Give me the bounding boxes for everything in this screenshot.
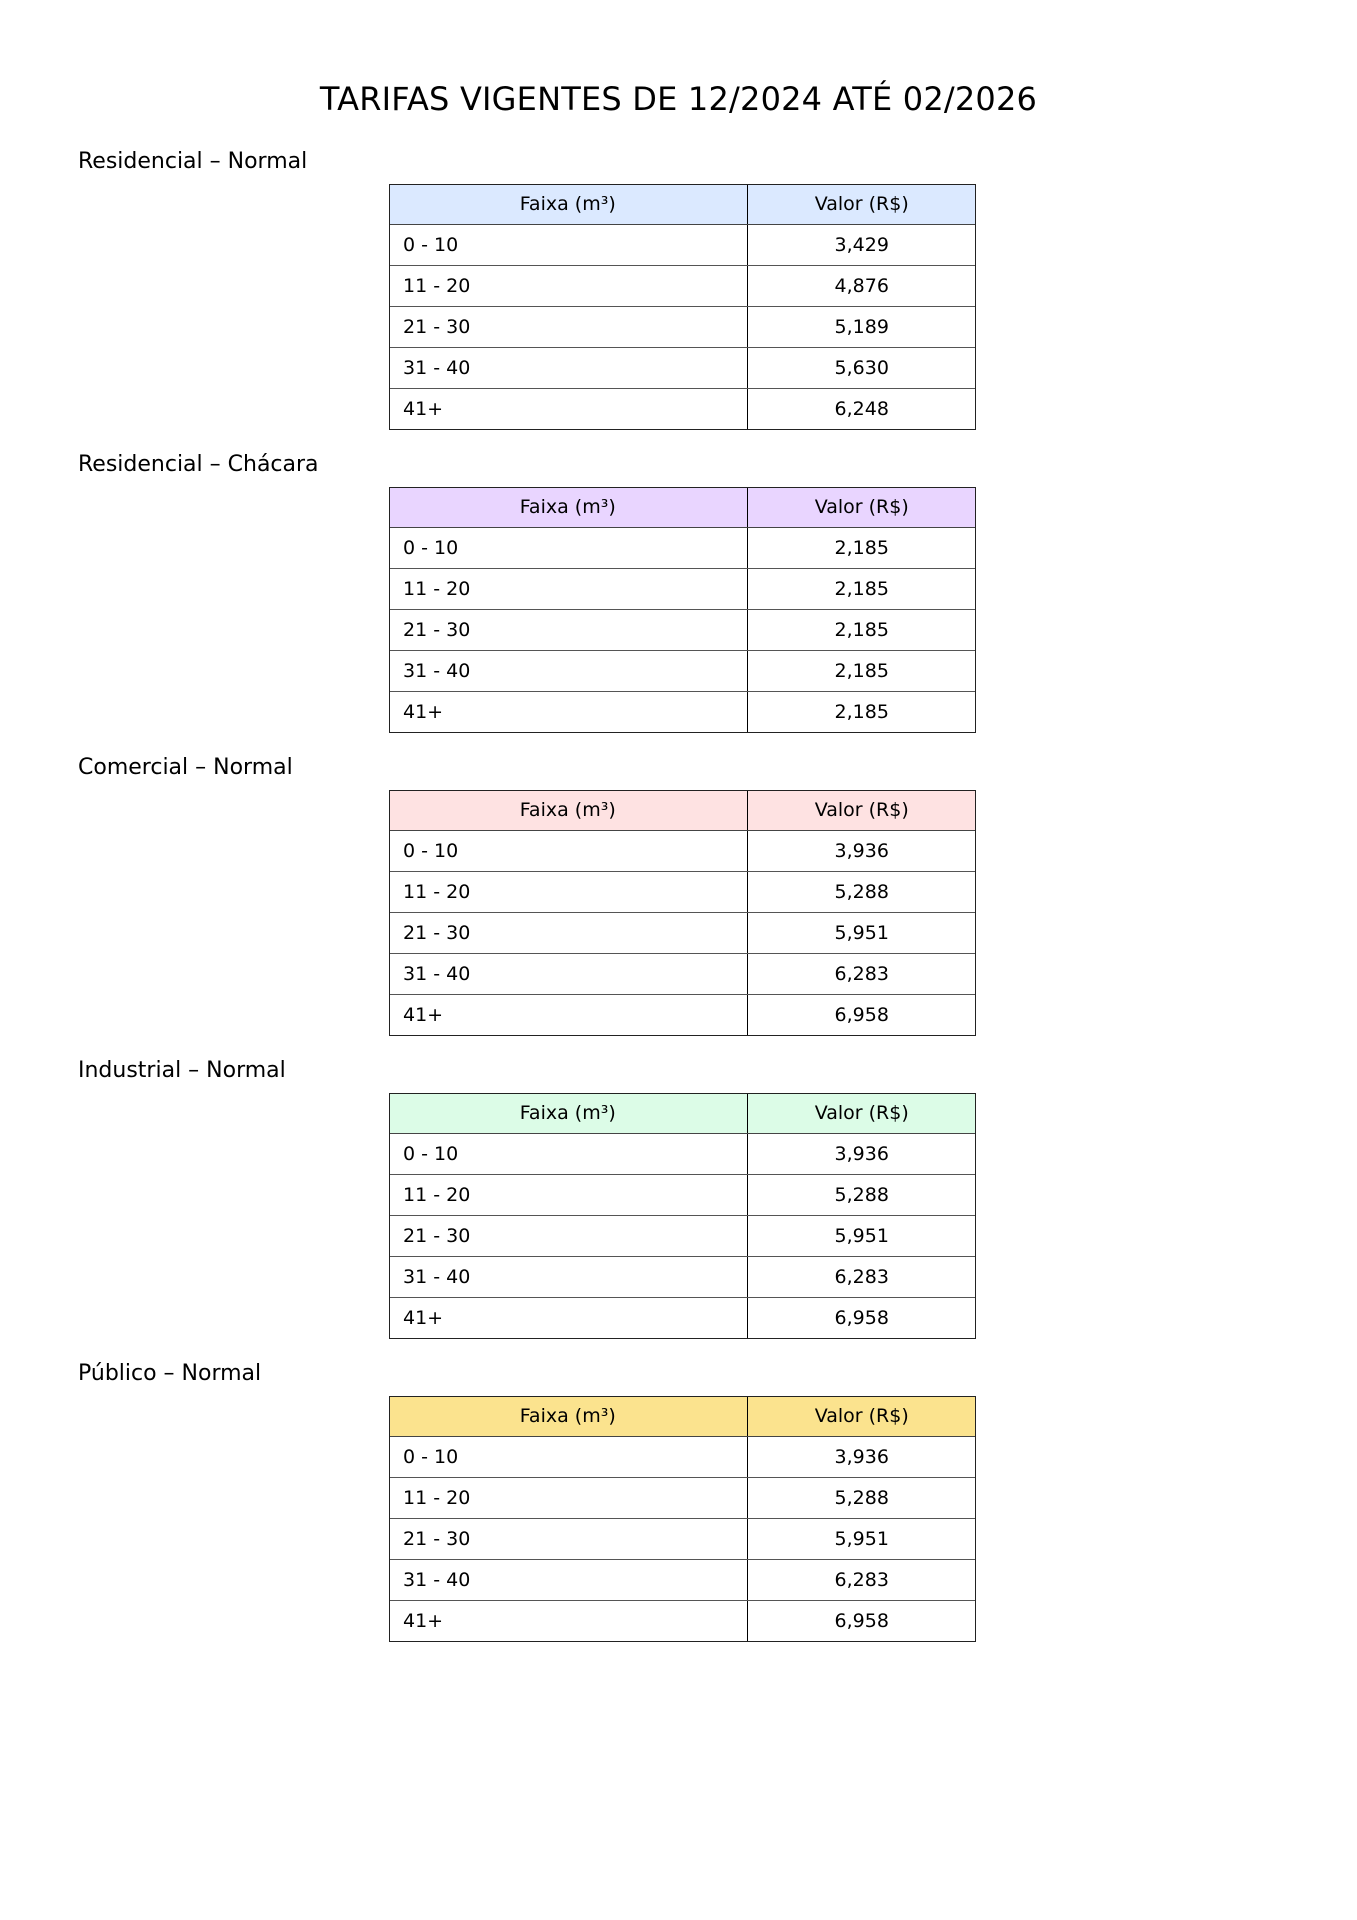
faixa-cell: 31 - 40 [389,651,747,692]
table-row [389,954,976,995]
column-header-faixa: Faixa (m³) [389,1396,747,1437]
table-row [389,692,976,733]
valor-cell: 3,936 [747,831,976,872]
table-row [389,1519,976,1560]
valor-cell: 5,288 [747,1478,976,1519]
table-row [389,1478,976,1519]
column-header-valor: Valor (R$) [747,790,976,831]
table-row [389,913,976,954]
valor-cell: 3,429 [747,225,976,266]
faixa-cell: 0 - 10 [389,225,747,266]
table-header-row [389,184,976,225]
valor-cell: 5,951 [747,1519,976,1560]
page-title: TARIFAS VIGENTES DE 12/2024 ATÉ 02/2026 [319,80,1038,118]
faixa-cell: 31 - 40 [389,954,747,995]
faixa-cell: 0 - 10 [389,1134,747,1175]
valor-cell: 5,630 [747,348,976,389]
column-header-valor: Valor (R$) [747,1093,976,1134]
table-header-row [389,790,976,831]
valor-cell: 2,185 [747,651,976,692]
table-row [389,1134,976,1175]
valor-cell: 2,185 [747,528,976,569]
table-row [389,651,976,692]
valor-cell: 3,936 [747,1134,976,1175]
section-title-publico-normal: Público – Normal [78,1361,262,1386]
valor-cell: 6,958 [747,1601,976,1642]
tariff-table-industrial-normal [389,1093,976,1339]
section-title-residencial-chacara: Residencial – Chácara [78,452,319,477]
faixa-cell: 31 - 40 [389,1560,747,1601]
column-header-faixa: Faixa (m³) [389,184,747,225]
table-row [389,569,976,610]
faixa-cell: 41+ [389,389,747,430]
table-row [389,528,976,569]
valor-cell: 2,185 [747,610,976,651]
tariff-table-residencial-chacara [389,487,976,733]
faixa-cell: 11 - 20 [389,1175,747,1216]
valor-cell: 6,283 [747,1257,976,1298]
faixa-cell: 11 - 20 [389,872,747,913]
valor-cell: 6,283 [747,954,976,995]
table-row [389,1216,976,1257]
tariff-table-comercial-normal [389,790,976,1036]
table-row [389,1257,976,1298]
column-header-faixa: Faixa (m³) [389,1093,747,1134]
column-header-valor: Valor (R$) [747,1396,976,1437]
faixa-cell: 21 - 30 [389,913,747,954]
section-title-residencial-normal: Residencial – Normal [78,149,308,174]
faixa-cell: 0 - 10 [389,528,747,569]
faixa-cell: 0 - 10 [389,1437,747,1478]
faixa-cell: 31 - 40 [389,1257,747,1298]
valor-cell: 6,283 [747,1560,976,1601]
faixa-cell: 0 - 10 [389,831,747,872]
table-header-row [389,1093,976,1134]
table-row [389,225,976,266]
table-row [389,995,976,1036]
column-header-valor: Valor (R$) [747,184,976,225]
faixa-cell: 21 - 30 [389,610,747,651]
valor-cell: 6,248 [747,389,976,430]
faixa-cell: 11 - 20 [389,569,747,610]
table-row [389,1560,976,1601]
table-header-row [389,1396,976,1437]
faixa-cell: 41+ [389,995,747,1036]
valor-cell: 5,951 [747,913,976,954]
table-row [389,610,976,651]
valor-cell: 6,958 [747,1298,976,1339]
valor-cell: 2,185 [747,692,976,733]
column-header-faixa: Faixa (m³) [389,487,747,528]
table-row [389,1298,976,1339]
valor-cell: 5,288 [747,872,976,913]
section-title-industrial-normal: Industrial – Normal [78,1058,286,1083]
valor-cell: 4,876 [747,266,976,307]
faixa-cell: 11 - 20 [389,1478,747,1519]
table-row [389,872,976,913]
faixa-cell: 21 - 30 [389,1216,747,1257]
faixa-cell: 21 - 30 [389,307,747,348]
table-row [389,1601,976,1642]
tariff-table-publico-normal [389,1396,976,1642]
valor-cell: 5,951 [747,1216,976,1257]
faixa-cell: 21 - 30 [389,1519,747,1560]
valor-cell: 5,189 [747,307,976,348]
column-header-valor: Valor (R$) [747,487,976,528]
table-row [389,266,976,307]
table-row [389,1175,976,1216]
tariff-table-residencial-normal [389,184,976,430]
table-header-row [389,487,976,528]
valor-cell: 2,185 [747,569,976,610]
column-header-faixa: Faixa (m³) [389,790,747,831]
section-title-comercial-normal: Comercial – Normal [78,755,293,780]
table-row [389,348,976,389]
valor-cell: 5,288 [747,1175,976,1216]
valor-cell: 3,936 [747,1437,976,1478]
faixa-cell: 31 - 40 [389,348,747,389]
valor-cell: 6,958 [747,995,976,1036]
table-row [389,831,976,872]
faixa-cell: 41+ [389,1298,747,1339]
faixa-cell: 11 - 20 [389,266,747,307]
faixa-cell: 41+ [389,692,747,733]
table-row [389,389,976,430]
faixa-cell: 41+ [389,1601,747,1642]
table-row [389,307,976,348]
table-row [389,1437,976,1478]
